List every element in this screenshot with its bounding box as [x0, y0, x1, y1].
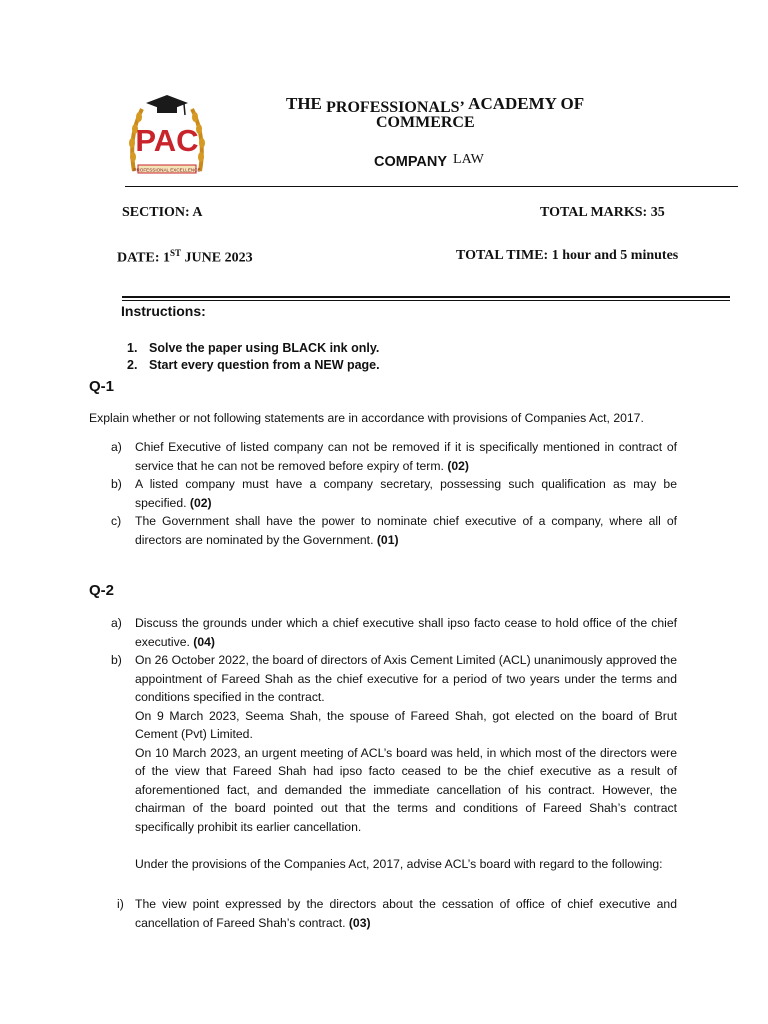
title-academy-of: ACADEMY OF [468, 94, 585, 113]
q2-b-paragraph-2: On 9 March 2023, Seema Shah, the spouse of Fareed Shah, got elected on the board of Brut Cement (Pvt) Limited. [135, 708, 677, 741]
svg-text:PROFESSIONAL EXCELLENCE: PROFESSIONAL EXCELLENCE [133, 167, 201, 173]
total-marks-label: TOTAL MARKS: [540, 205, 648, 220]
date-prefix: DATE: 1 [117, 250, 171, 266]
exam-date [117, 248, 253, 267]
question-1-item-c: c) The Government shall have the power to nominate chief executive of a company, where all of directors are nominated by the Government. (01) [111, 514, 677, 547]
section-label: SECTION: A [122, 205, 203, 220]
instruction-item: 1. Solve the paper using BLACK ink only. [127, 341, 380, 355]
question-2-item-b: b) On 26 October 2022, the board of directors of Axis Cement Limited (ACL) unanimously approved the appointment of Fareed Shah as the chief executive for a period of two years under the terms and conditions specified in the contract. On 9 March 2023, Seema Shah, the spouse of Fareed Shah, got elected on the board of Brut Cement (Pvt) Limited. On 10 March 2023, an urgent meeting of ACL’s board was held, in which most of the directors were of the view that Fareed Shah had ipso facto ceased to be the chief executive as a result of aforementioned fact, and demanded the immediate cancellation of his contract. However, the chairman of the board pointed out that the terms and conditions of Fareed Shah’s contract specifically prohibit its earlier cancellation. Under the provisions of the Companies Act, 2017, advise ACL’s board with regard to the following: [111, 651, 677, 873]
subject-law: LAW [453, 152, 484, 167]
instructions-rule-thin [122, 300, 730, 301]
header-divider [125, 186, 738, 187]
date-suffix: JUNE 2023 [181, 250, 253, 266]
q2-b-paragraph-1: On 26 October 2022, the board of directors of Axis Cement Limited (ACL) unanimously approved the appointment of Fareed Shah as the chief executive for a period of two years under the terms and conditions specified in the contract. [135, 653, 677, 704]
svg-text:PAC: PAC [135, 123, 199, 158]
subject-title [374, 153, 484, 171]
pac-logo [128, 93, 206, 177]
question-2-item-a: a) Discuss the grounds under which a chief executive shall ipso facto cease to hold office of the chief executive. (04) [111, 616, 677, 649]
instructions-rule-thick [122, 296, 730, 298]
total-marks-value: 35 [650, 205, 665, 220]
question-1-item-a: a) Chief Executive of listed company can not be removed if it is specifically mentioned in contract of service that he can not be removed before expiry of term. (02) [111, 440, 677, 473]
question-1-label: Q-1 [89, 378, 115, 395]
q2-b-paragraph-3: On 10 March 2023, an urgent meeting of ACL’s board was held, in which most of the directors were of the view that Fareed Shah had ipso facto ceased to be the chief executive as a result of aforementioned fact, and demanded the immediate cancellation of his contract. However, the chairman of the board pointed out that the terms and conditions of Fareed Shah’s contract specifically prohibit its earlier cancellation. [135, 745, 677, 834]
title-the: THE [286, 94, 322, 113]
academy-title-line1 [286, 94, 584, 114]
academy-title-line2: COMMERCE [376, 114, 475, 131]
total-marks [540, 205, 665, 221]
date-sup: ST [170, 248, 182, 258]
question-2-label: Q-2 [89, 582, 115, 599]
subject-company: COMPANY [374, 154, 448, 170]
total-time: TOTAL TIME: 1 hour and 5 minutes [456, 248, 679, 263]
question-1-intro: Explain whether or not following statements are in accordance with provisions of Companies Act, 2017. [89, 411, 644, 425]
instructions-title: Instructions: [121, 303, 206, 319]
instruction-item: 2. Start every question from a NEW page. [127, 358, 380, 372]
question-1-item-b: b) A listed company must have a company secretary, possessing such qualification as may be specified. (02) [111, 477, 677, 510]
question-2-item-i: i) The view point expressed by the directors about the cessation of office of chief executive and cancellation of Fareed Shah’s contract. (03) [117, 897, 677, 930]
q2-b-paragraph-4: Under the provisions of the Companies Act, 2017, advise ACL’s board with regard to the following: [135, 856, 663, 871]
title-professionals: PROFESSIONALS’ [326, 99, 465, 116]
